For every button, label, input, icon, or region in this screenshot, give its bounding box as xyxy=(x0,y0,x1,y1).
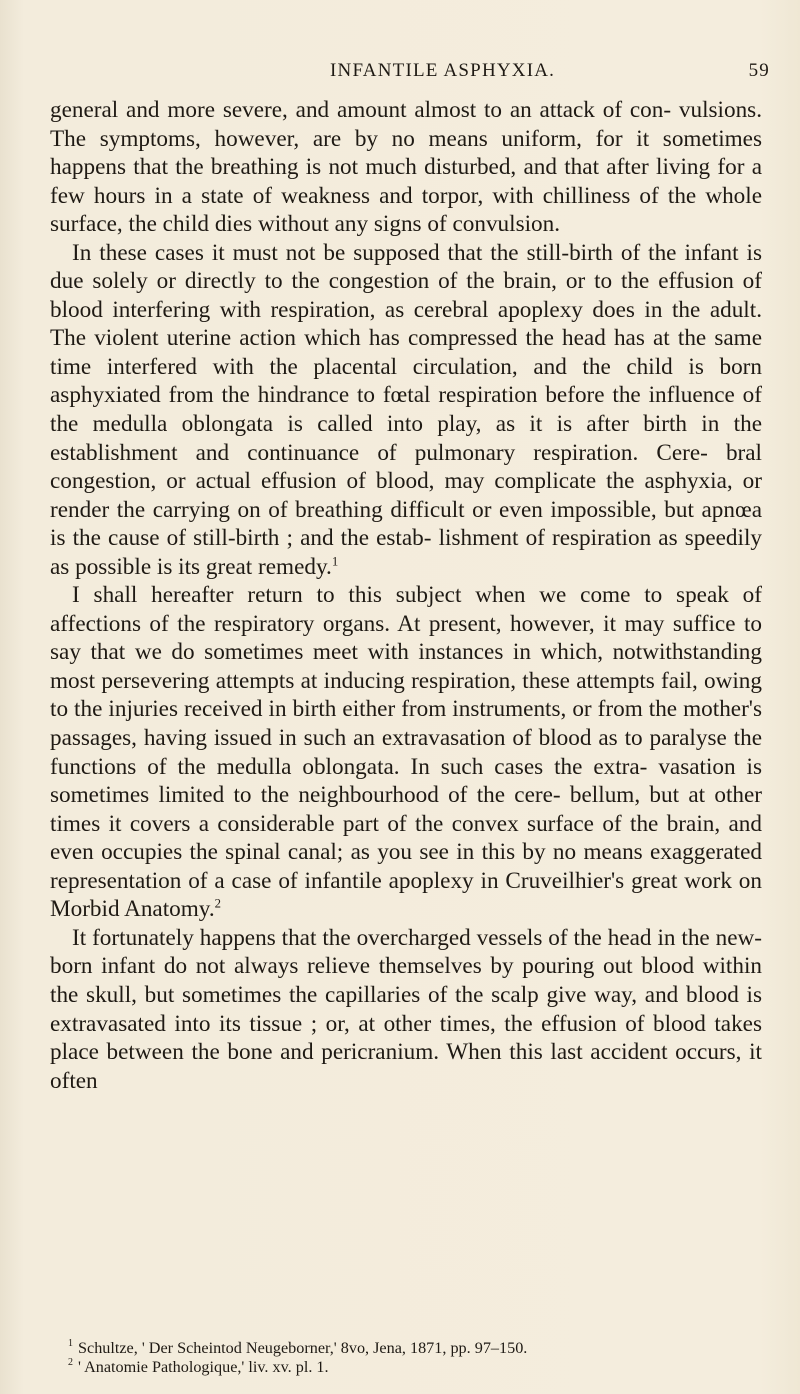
paragraph-text: It fortunately happens that the overcharged vessels of the head in the new-born infant do not always relieve themselves by pouring out blood within the skull, but sometimes the capillaries of the scalp give way, and blood is extravasated into its tissue ; or, at other times, the effusion of blood takes place between the bone and pericranium. When this last accident occurs, it often xyxy=(50,924,762,1094)
paragraph xyxy=(50,581,762,924)
paragraph xyxy=(50,239,762,582)
page-header xyxy=(0,60,800,86)
footnotes xyxy=(50,1339,762,1377)
body-text xyxy=(50,96,762,1095)
footnote xyxy=(50,1339,762,1358)
footnote-mark: 1 xyxy=(68,1338,73,1349)
footnote-text: ' Anatomie Pathologique,' liv. xv. pl. 1. xyxy=(78,1358,329,1376)
footnote-mark: 2 xyxy=(68,1357,73,1368)
footnote-text: Schultze, ' Der Scheintod Neugeborner,' 8vo, Jena, 1871, pp. 97–150. xyxy=(78,1339,528,1357)
footnote-reference: 1 xyxy=(331,554,339,569)
paragraph xyxy=(50,924,762,1095)
paragraph-text: general and more severe, and amount almost to an attack of con- vulsions. The symptoms, however, are by no means uniform, for it sometimes happens that the breathing is not much disturbed, and that after living for a few hours in a state of weakness and torpor, with chilliness of the whole surface, the child dies without any signs of convulsion. xyxy=(50,97,762,238)
paragraph-text: I shall hereafter return to this subject when we come to speak of affections of the respiratory organs. At present, however, it may suffice to say that we do sometimes meet with instances in which, notwithstanding most persevering attempts at inducing respiration, these attempts fail, owing to the injuries received in birth either from instruments, or from the mother's passages, having issued in such an extravasation of blood as to paralyse the functions of the medulla oblongata. In such cases the extra- vasation is sometimes limited to the neighbourhood of the cere- bellum, but at other times it covers a considerable part of the convex surface of the brain, and even occupies the spinal canal; as you see in this by no means exaggerated representation of a case of infantile apoplexy in Cruveilhier's great work on Morbid Anatomy. xyxy=(50,582,762,923)
paragraph-text: In these cases it must not be supposed that the still-birth of the infant is due solely or directly to the congestion of the brain, or to the effusion of blood interfering with respiration, as cerebral apoplexy does in the adult. The violent uterine action which has compressed the head has at the same time interfered with the placental circulation, and the child is born asphyxiated from the hindrance to fœtal respiration before the influence of the medulla oblongata is called into play, as it is after birth in the establishment and continuance of pulmonary respiration. Cere- bral congestion, or actual effusion of blood, may complicate the asphyxia, or render the carrying on of breathing difficult or even impossible, but apnœa is the cause of still-birth ; and the estab- lishment of respiration as speedily as possible is its great remedy. xyxy=(50,239,762,580)
footnote xyxy=(50,1358,762,1377)
footnote-reference: 2 xyxy=(214,896,222,911)
paragraph xyxy=(50,96,762,239)
running-head: INFANTILE ASPHYXIA. xyxy=(330,60,556,81)
page-number: 59 xyxy=(748,60,770,81)
